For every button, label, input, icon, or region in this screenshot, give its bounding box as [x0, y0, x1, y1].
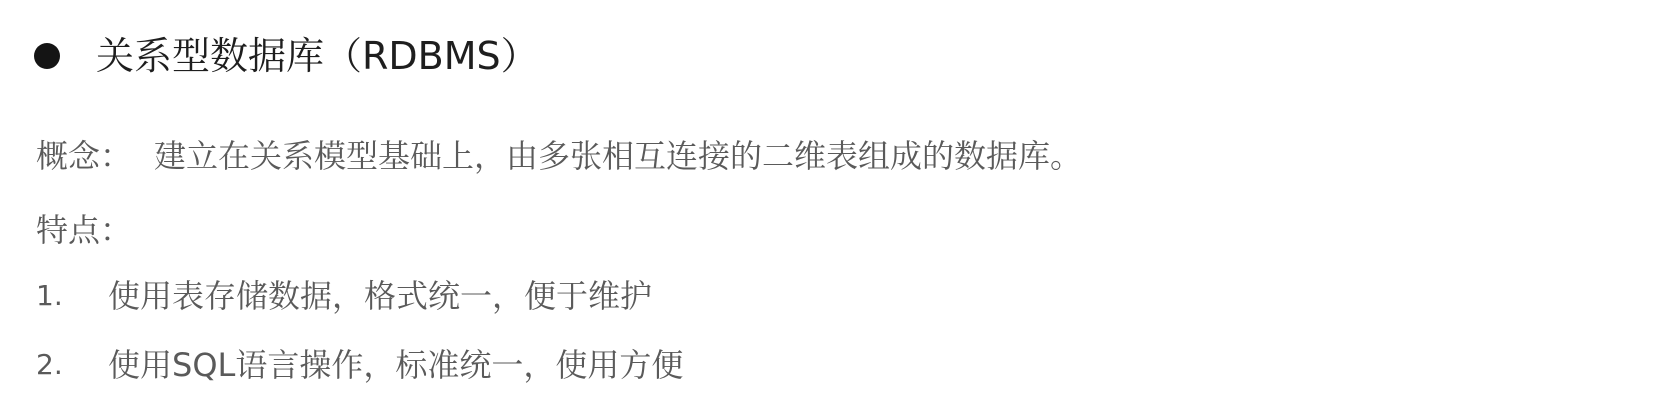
features-label: 特点：: [36, 211, 133, 249]
concept-text: 建立在关系模型基础上，由多张相互连接的二维表组成的数据库。: [154, 137, 1083, 175]
section-heading: [34, 26, 539, 86]
list-item-text: 使用SQL语言操作，标准统一，使用方便: [108, 346, 684, 384]
list-item-text: 使用表存储数据，格式统一，便于维护: [108, 277, 653, 315]
list-item-number: 2.: [36, 348, 63, 381]
list-item: [36, 274, 652, 318]
bullet-icon: [34, 43, 60, 69]
list-item: [36, 343, 683, 387]
list-item-number: 1.: [36, 279, 63, 312]
concept-label: 概念：: [36, 137, 133, 175]
concept-line: [36, 134, 1082, 178]
heading-title: 关系型数据库（RDBMS）: [96, 34, 539, 78]
